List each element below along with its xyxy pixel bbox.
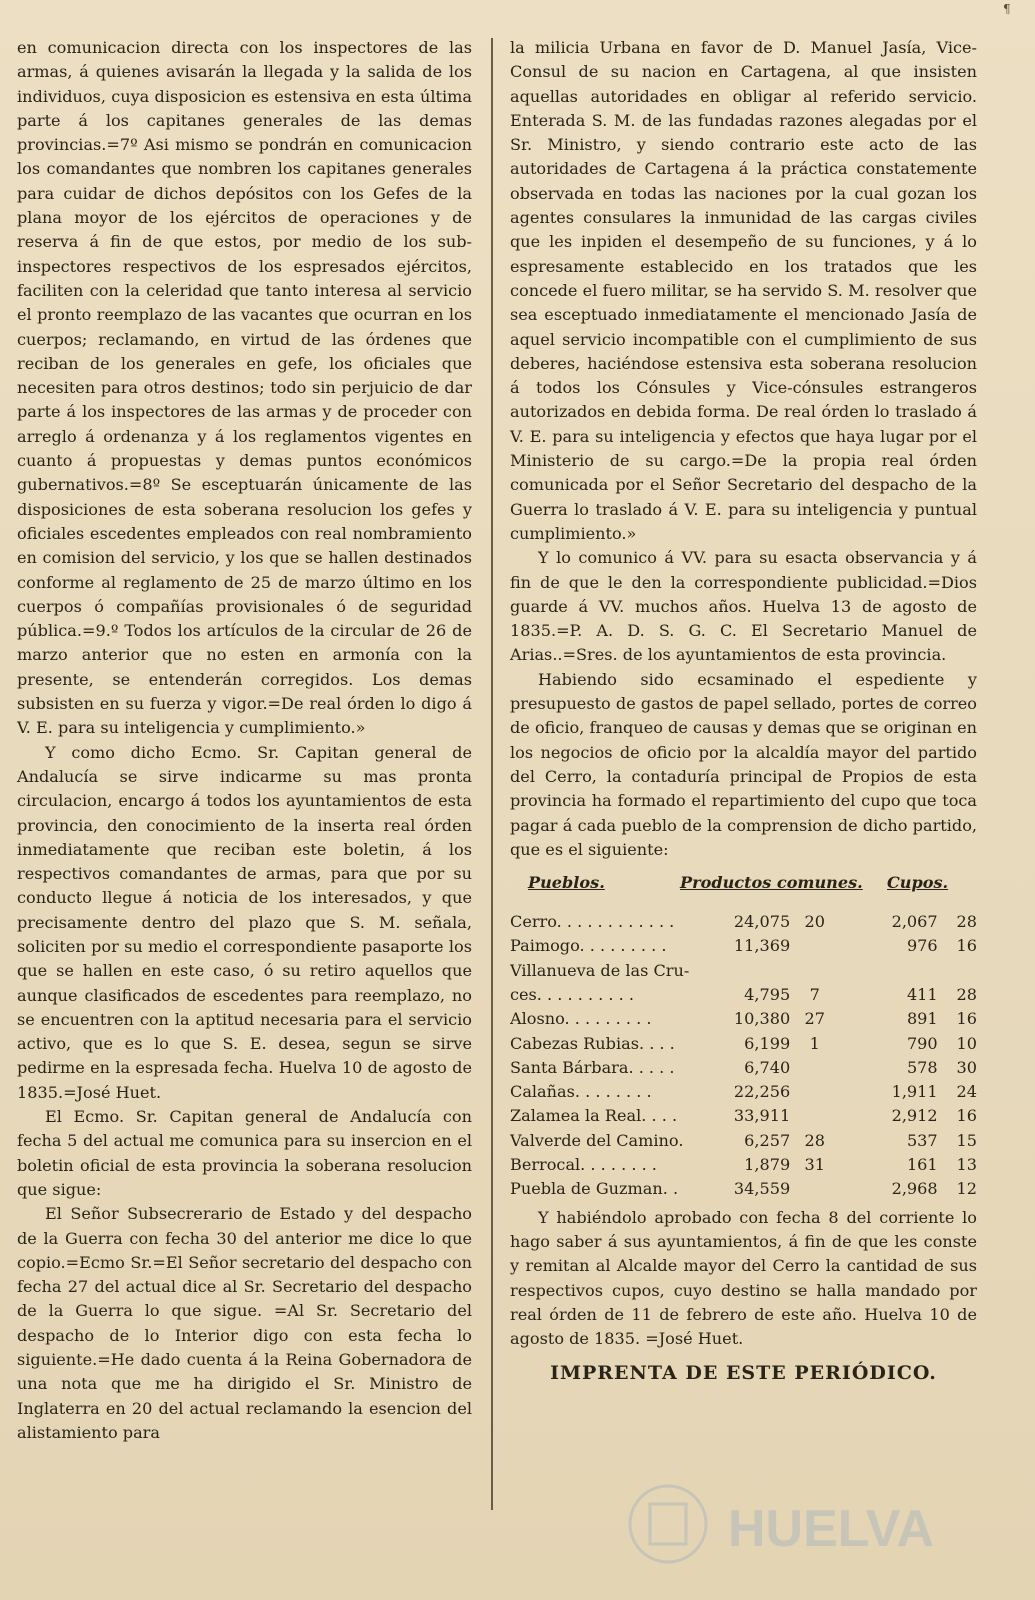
column-divider	[491, 38, 493, 1510]
town-name: Zalamea la Real. . . .	[510, 1106, 678, 1126]
cupo-fraction: 13	[956, 1155, 977, 1175]
closing-paragraph: Y habiéndolo aprobado con fecha 8 del corriente lo hago saber á sus ayuntamientos, á fin de que les conste y remitan al Alcalde mayor del Cerro la cantidad de sus respectivos cupos, cuyo destino se halla mandado por real órden de 11 de febrero de este año. Huelva 10 de agosto de 1835. =José Huet.	[510, 1207, 977, 1349]
printer-footer: IMPRENTA DE ESTE PERIÓDICO.	[550, 1362, 937, 1385]
cupo-fraction: 16	[956, 1009, 977, 1029]
town-name: Puebla de Guzman. .	[510, 1179, 679, 1199]
table-row	[510, 934, 977, 958]
cupo-value: 976	[906, 936, 938, 956]
table-body	[510, 910, 977, 1202]
table-row	[510, 1104, 977, 1128]
right-column	[510, 36, 977, 1386]
cupo-fraction: 16	[956, 1106, 977, 1126]
watermark-text: HUELVA	[728, 1500, 935, 1558]
table-row	[510, 910, 977, 934]
productos-fraction: 27	[804, 1009, 825, 1029]
cupo-fraction: 30	[956, 1057, 977, 1077]
table-row	[510, 983, 977, 1007]
cupo-value: 790	[906, 1033, 938, 1053]
productos-fraction: 28	[804, 1130, 825, 1150]
paragraph: Habiendo sido ecsaminado el espediente y presupuesto de gastos de papel sellado, portes de correo de oficio, franqueo de causas y demas que se originan en los negocios de oficio por la alcaldía mayor del partido del Cerro, la contaduría principal de Propios de esta provincia ha formado el repartimiento del cupo que toca pagar á cada pueblo de la comprension de dicho partido, que es el siguiente:	[510, 669, 977, 859]
town-name: Valverde del Camino.	[510, 1130, 684, 1150]
productos-value: 1,879	[744, 1155, 791, 1175]
town-name: ces. . . . . . . . . .	[510, 984, 634, 1004]
town-name: Calañas. . . . . . . .	[510, 1082, 652, 1102]
table-row	[510, 1056, 977, 1080]
productos-value: 6,257	[744, 1130, 791, 1150]
cupo-fraction: 28	[956, 912, 977, 932]
productos-value: 33,911	[733, 1106, 791, 1126]
cupo-value: 1,911	[891, 1082, 938, 1102]
cupo-fraction: 15	[956, 1130, 977, 1150]
table-header	[510, 868, 977, 898]
paragraph: Y lo comunico á VV. para su esacta observancia y á fin de que le den la correspondiente publicidad.=Dios guarde á VV. muchos años. Huelva 13 de agosto de 1835.=P. A. D. S. G. C. El Secretario Manuel de Arias..=Sres. de los ayuntamientos de esta provincia.	[510, 548, 977, 665]
productos-value: 6,740	[744, 1057, 791, 1077]
productos-value: 22,256	[733, 1082, 791, 1102]
cupo-value: 411	[906, 984, 938, 1004]
table-row	[510, 1153, 977, 1177]
productos-value: 11,369	[733, 936, 791, 956]
cupo-value: 2,968	[891, 1179, 938, 1199]
cupo-value: 578	[906, 1057, 938, 1077]
corner-mark: ¶	[1003, 2, 1011, 16]
cupo-value: 2,912	[891, 1106, 938, 1126]
productos-value: 4,795	[744, 984, 791, 1004]
productos-fraction: 20	[804, 912, 825, 932]
paragraph: El Señor Subsecrerario de Estado y del despacho de la Guerra con fecha 30 del anterior me dice lo que copio.=Ecmo Sr.=El Señor secretario del despacho con fecha 27 del actual dice al Sr. Secretario del despacho de la Guerra lo que sigue. =Al Sr. Secretario del despacho de lo Interior digo con esta fecha lo siguiente.=He dado cuenta á la Reina Gobernadora de una nota que me ha dirigido el Sr. Ministro de Inglaterra en 20 del actual reclamando la esencion del alistamiento para	[17, 1204, 472, 1442]
town-name: Villanueva de las Cru-	[510, 960, 690, 980]
paragraph: la milicia Urbana en favor de D. Manuel Jasía, Vice-Consul de su nacion en Cartagena, al que insisten aquellas autoridades en obligar al referido servicio. Enterada S. M. de las fundadas razones alegadas por el Sr. Ministro, y siendo contrario este acto de las autoridades de Cartagena á la práctica constatemente observada en todas las naciones por la cual gozan los agentes consulares la inmunidad de las cargas civiles que les inpiden el desempeño de su funciones, y á lo espresamente establecido en los tratados que les concede el fuero militar, se ha servido S. M. resolver que sea esceptuado inmediatamente el mencionado Jasía de aquel servicio incompatible con el cumplimiento de sus deberes, haciéndose estensiva esta soberana resolucion á todos los Cónsules y Vice-cónsules estrangeros autorizados en debida forma. De real órden lo traslado á V. E. para su inteligencia y efectos que haya lugar por el Ministerio de su cargo.=De la propia real órden comunicada por el Señor Secretario del despacho de la Guerra lo traslado á V. E. para su inteligencia y puntual cumplimiento.»	[510, 38, 977, 543]
table-row	[510, 1032, 977, 1056]
header-pueblos: Pueblos.	[528, 872, 605, 892]
town-name: Alosno. . . . . . . . .	[510, 1009, 652, 1029]
paragraph: El Ecmo. Sr. Capitan general de Andalucía con fecha 5 del actual me comunica para su insercion en el boletin oficial de esta provincia la soberana resolucion que sigue:	[17, 1107, 472, 1199]
cupo-fraction: 24	[956, 1082, 977, 1102]
cupo-value: 2,067	[891, 912, 938, 932]
cupo-fraction: 16	[956, 936, 977, 956]
paragraph: en comunicacion directa con los inspectores de las armas, á quienes avisarán la llegada y la salida de los individuos, cuya disposicion es estensiva en esta última parte á los capitanes generales de las demas provincias.=7º Asi mismo se pondrán en comunicacion los comandantes que nombren los capitanes generales para cuidar de dichos depósitos con los Gefes de la plana moyor de los ejércitos de operaciones y de reserva á fin de que estos, por medio de los sub-inspectores respectivos de los espresados ejércitos, faciliten con la celeridad que tanto interesa al servicio el pronto reemplazo de las vacantes que ocurran en los cuerpos; reclamando, en virtud de las órdenes que reciban de los generales en gefe, los oficiales que necesiten para otros destinos; todo sin perjuicio de dar parte á los inspectores de las armas y de proceder con arreglo á ordenanza y á los reglamentos vigentes en cuanto á propuestas y demas puntos económicos gubernativos.=8º Se esceptuarán únicamente de las disposiciones de esta soberana resolucion los gefes y oficiales escedentes empleados con real nombramiento en comision del servicio, y los que se hallen destinados conforme al reglamento de 25 de marzo último en los cuerpos ó compañías provisionales ó de seguridad pública.=9.º Todos los artículos de la circular de 26 de marzo anterior que no esten en armonía con la presente, se entenderán corregidos. Los demas subsisten en su fuerza y vigor.=De real órden lo digo á V. E. para su inteligencia y cumplimiento.»	[17, 38, 472, 738]
town-name: Paimogo. . . . . . . . .	[510, 936, 667, 956]
productos-value: 34,559	[733, 1179, 791, 1199]
productos-fraction: 1	[809, 1033, 820, 1053]
header-cupos: Cupos.	[887, 872, 949, 892]
table-row	[510, 1080, 977, 1104]
table-row	[510, 959, 977, 983]
cupo-value: 537	[906, 1130, 938, 1150]
town-name: Santa Bárbara. . . . .	[510, 1057, 675, 1077]
table-row	[510, 1177, 977, 1201]
header-productos: Productos comunes.	[680, 872, 863, 892]
cupo-fraction: 10	[956, 1033, 977, 1053]
town-name: Berrocal. . . . . . . .	[510, 1155, 657, 1175]
cupo-fraction: 12	[956, 1179, 977, 1199]
archive-watermark	[618, 1474, 998, 1584]
table-row	[510, 1129, 977, 1153]
town-name: Cerro. . . . . . . . . . . .	[510, 912, 675, 932]
productos-value: 6,199	[744, 1033, 791, 1053]
left-column	[17, 36, 472, 1445]
table-row	[510, 1007, 977, 1031]
productos-fraction: 7	[809, 984, 820, 1004]
town-name: Cabezas Rubias. . . .	[510, 1033, 675, 1053]
productos-fraction: 31	[804, 1155, 825, 1175]
paragraph: Y como dicho Ecmo. Sr. Capitan general de Andalucía se sirve indicarme su mas pronta circulacion, encargo á todos los ayuntamientos de esta provincia, den conocimiento de la inserta real órden inmediatamente que reciban este boletin, á los respectivos comandantes de armas, para que por su conducto llegue á noticia de los interesados, y que precisamente dentro del plazo que S. M. señala, soliciten por su medio el correspondiente pasaporte los que se hallen en este caso, ó su retiro aquellos que aunque clasificados de escedentes para reemplazo, no se encuentren con la aptitud necesaria para el servicio activo, que es lo que S. E. desea, segun se sirve pedirme en la espresada fecha. Huelva 10 de agosto de 1835.=José Huet.	[17, 742, 472, 1102]
productos-value: 24,075	[733, 912, 791, 932]
cupo-fraction: 28	[956, 984, 977, 1004]
productos-value: 10,380	[733, 1009, 791, 1029]
cupo-value: 161	[906, 1155, 938, 1175]
cupo-value: 891	[906, 1009, 938, 1029]
